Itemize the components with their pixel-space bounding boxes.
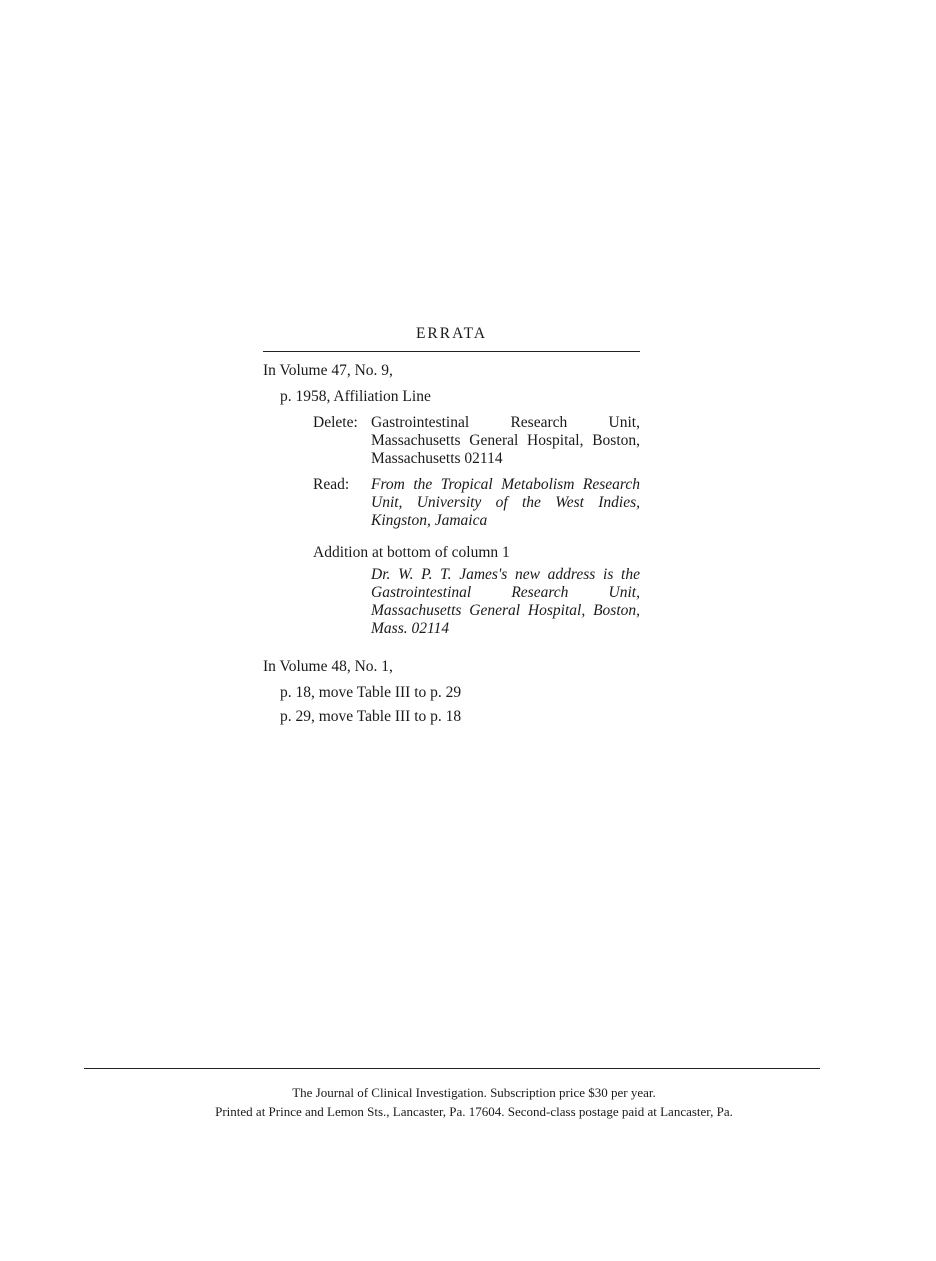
volume-48-item: p. 18, move Table III to p. 29 — [280, 684, 462, 701]
errata-title: ERRATA — [415, 325, 488, 342]
footer-line-2: Printed at Prince and Lemon Sts., Lancaster, Pa. 17604. Second-class postage paid at Lancaster, Pa. — [215, 1104, 733, 1119]
errata-section — [263, 325, 640, 726]
volume-47-heading: In Volume 47, No. 9, — [263, 362, 393, 379]
read-label: Read: — [313, 476, 350, 493]
footer-rule — [84, 1068, 820, 1069]
volume-48-item: p. 29, move Table III to p. 18 — [280, 708, 462, 725]
title-rule — [263, 351, 640, 352]
addition-label: Addition at bottom of column 1 — [313, 544, 510, 561]
volume-48-heading: In Volume 48, No. 1, — [263, 658, 393, 675]
delete-label: Delete: — [313, 414, 358, 431]
delete-text: Gastrointestinal Research Unit, Massachusetts General Hospital, Boston, Massachusetts 02114 — [371, 414, 640, 467]
footer-line-1: The Journal of Clinical Investigation. Subscription price $30 per year. — [292, 1085, 656, 1100]
volume-47-page-ref: p. 1958, Affiliation Line — [280, 388, 431, 405]
read-entry — [313, 476, 640, 530]
footer — [84, 1083, 864, 1121]
read-text: From the Tropical Metabolism Research Unit, University of the West Indies, Kingston, Jamaica — [371, 476, 640, 529]
delete-entry — [313, 414, 640, 468]
addition-text: Dr. W. P. T. James's new address is the Gastrointestinal Research Unit, Massachusetts General Hospital, Boston, Mass. 02114 — [371, 566, 640, 637]
